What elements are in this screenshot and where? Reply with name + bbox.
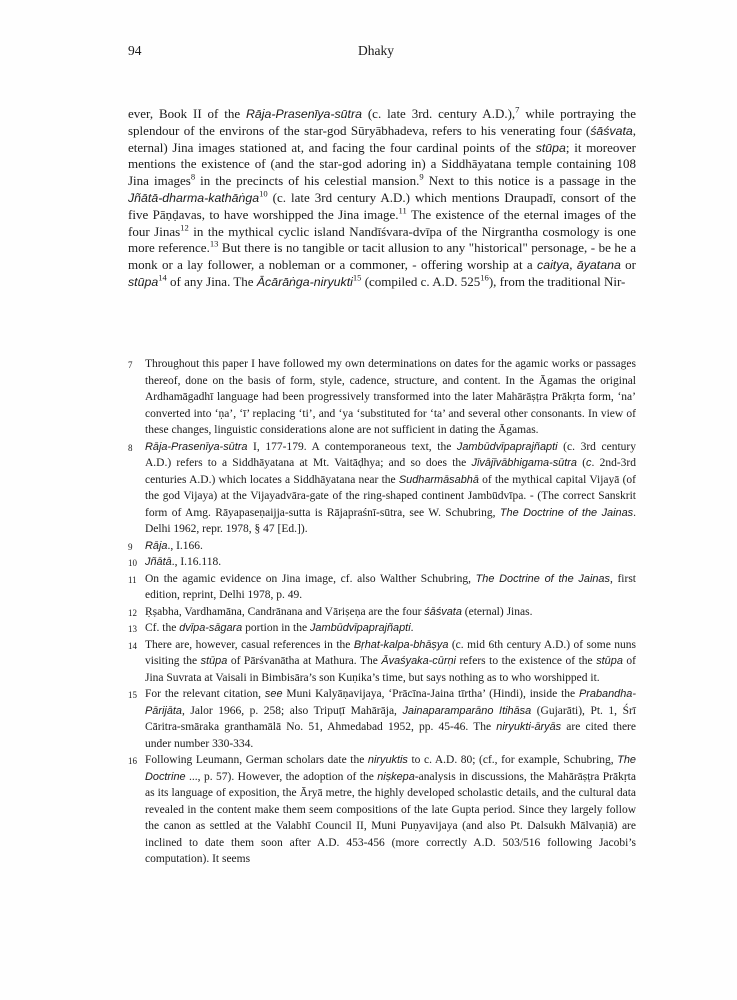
italic-term: stūpa [128,274,159,289]
italic-term: Rāja [145,539,168,552]
text-run: or [620,257,637,273]
text-run: (c. late 3rd century A.D.) which mentions Draupadī, consort of the five Pāṇḍavas, to have worshipped the Jina image. [128,189,636,222]
text-run: are cited there under number 330-334. [145,721,636,750]
footnote-item [128,604,636,621]
text-run: Cf. the [145,622,180,634]
italic-term: Prabandha-Pārijāta [145,688,636,717]
text-run: to c. A.D. 80; (cf., for example, Schubring, [407,754,618,766]
italic-term: Jainaparamparāno Itihāsa [402,704,532,717]
footnote-number: 11 [128,574,137,585]
footnote-number: 13 [128,624,137,634]
footnote-item [128,554,636,571]
footnote-text [145,358,636,436]
text-run: in the mythical cyclic island Nandīśvara-dvīpa of the Nirgrantha cosmology is one more reference. [128,223,636,256]
text-run: , Jalor 1966, p. 258; also Tripuṭī Mahārāja, [181,704,403,717]
text-run: Ṛṣabha, Vardhamāna, Candrānana and Vāriṣeṇa are the four [145,605,425,618]
footnote-text [145,754,636,865]
footnote-number: 12 [128,607,137,618]
italic-term: niṣkepa [377,770,415,783]
text-run: ( [576,457,587,469]
italic-term: stūpa [596,655,623,667]
footnote-text [145,540,203,552]
footnote-ref: 8 [190,171,196,182]
text-run: (eternal) Jinas. [461,605,533,618]
italic-term: Bṛhat-kalpa-bhāṣya [353,638,449,651]
italic-term: dvīpa-sāgara [179,622,243,634]
footnote-item [128,571,636,604]
footnote-text [145,556,221,568]
footnote-text [145,606,532,618]
italic-term: āyatana [576,258,621,273]
footnote-number: 15 [128,690,137,700]
text-run: (c. late 3rd. century A.D.), [361,106,516,121]
text-run: , first edition, reprint, Delhi 1978, p. 49. [145,572,637,601]
footnote-text [145,688,636,750]
footnote-list [128,356,636,868]
footnote-ref: 12 [180,222,189,233]
text-run: Throughout this paper I have followed my own determinations on dates for the agamic works or passages thereof, done on the basis of form, style, cadence, structure, and content. In the Āgamas the original Ardhamāgadhī language had been progressively transformed into the later Mahārāṣṭra Prākṛta form, ‘na’ converted into ‘ṇa’, ‘ī’ replacing ‘ti’, and ‘ya ‘substituted for ‘ta’ and several other consonants. In view of these changes, linguistic considerations alone are not sufficient in dating the Āgamas. [145,358,636,436]
footnote-text [145,639,636,684]
body-paragraph [128,106,636,291]
footnote-item [128,686,636,752]
footnote-ref: 10 [259,188,268,199]
footnote-item [128,356,636,439]
text-run: ever, Book II of the [128,106,247,121]
footnote-ref: 15 [352,272,362,283]
italic-term: Jambūdvīpaprajñapti [456,440,558,453]
text-run: (c. 3rd century A.D.) refers to a Siddhāyatana at Mt. Vaitāḍhya; and so does the [145,440,636,469]
text-run: , eternal) Jina images stationed at, and facing the four cardinal points of the [128,122,636,155]
text-run: (Gujarāti), Pt. 1, Śrī Cāritra-smāraka granthamālā No. 51, Ahmedabad 1952, pp. 45-46. The [145,704,636,733]
text-run: ., I.166. [167,539,203,552]
text-run: For the relevant citation, [145,688,265,700]
footnote-text [145,573,636,602]
text-run: The existence of the eternal images of the four Jinas [128,206,636,239]
text-run: of Jina Suvrata at Vaisali in Bimbisāra’s son Kuṇika’s time, but says nothing as to who worshipped it. [145,655,636,684]
text-run: in the precincts of his celestial mansion. [195,173,420,189]
footnote-number: 9 [128,541,133,552]
footnote-number: 10 [128,558,137,568]
text-run: refers to the existence of the [455,655,597,667]
text-run: . 2nd-3rd centuries A.D.) which locates a Siddhāyatana near the [145,457,636,486]
text-run: ., I.16.118. [171,556,222,568]
italic-term: Sudharmāsabhā [398,473,479,486]
footnote-ref: 9 [419,171,424,182]
text-run: There are, however, casual references in the [145,638,354,651]
text-run: portion in the [242,622,310,634]
footnote-ref: 7 [515,104,520,115]
text-run: (c. mid 6th century A.D.) of some nuns visiting the [145,638,636,667]
footnote-text [145,622,414,634]
text-run: ), from the traditional Nir- [488,273,626,289]
italic-term: Āvaśyaka-cūrṇi [381,655,456,667]
text-run: Muni Kalyāṇavijaya, ‘Prācīna-Jaina tīrtha’ (Hindi), inside the [282,688,579,700]
footnote-item [128,439,636,538]
text-run: On the agamic evidence on Jina image, cf. also Walther Schubring, [145,572,476,585]
italic-term: Rāja-Prasenīya-sūtra [145,440,248,453]
footnote-number: 7 [128,360,133,370]
footnote-number: 14 [128,640,137,651]
italic-term: Jñātā [145,556,172,568]
italic-term: see [264,688,283,700]
footnote-number: 16 [128,756,137,766]
footnote-number: 8 [128,442,133,453]
italic-term: niryuktis [367,754,408,766]
italic-term: Rāja-Prasenīya-sūtra [246,107,362,121]
text-run: , [569,257,577,273]
italic-term: niryukti-āryās [496,721,562,733]
italic-term: caitya [537,258,570,273]
italic-term: Ācārāṅga-niryukti [256,274,353,289]
italic-term: c [586,457,592,469]
italic-term: śāśvata [424,605,462,618]
italic-term: śāśvata [590,123,633,138]
footnote-ref: 13 [209,239,219,250]
text-run: I, 177-179. A contemporaneous text, the [247,440,457,453]
text-run: . [410,622,414,634]
text-run: of the mythical capital Vijayā (of the god Vijaya) at the Vijayadvāra-gate of the ring-shaped continent Jambūdvīpa. - (The correct Sanskrit form of Amg. Rāyapaseṇaijja-sutta is Rājapraśnī-sūtra, see W. Schubring, [145,473,636,519]
italic-term: The Doctrine of the Jainas [499,506,634,519]
italic-term: Jīvājīvābhigama-sūtra [471,457,577,469]
italic-term: Jñātā-dharma-kathāṅga [128,190,260,205]
running-title: Dhaky [358,43,394,58]
footnote-ref: 14 [158,272,167,283]
text-run: But there is no tangible or tacit allusion to any "historical" personage, - be he a monk or a lay follower, a nobleman or a commoner, - offering worship at a [128,240,636,273]
text-run: while portraying the splendour of the environs of the star-god Sūryābhadeva, refers to his venerating four ( [128,106,636,138]
text-run: of Pārśvanātha at Mathura. The [227,655,382,667]
footnote-item [128,620,636,637]
text-run: Next to this notice is a passage in the [423,173,636,189]
running-head [128,42,636,59]
text-run: ; it moreover mentions the existence of (and the star-god adoring in) a Siddhāyatana temple containing 108 Jina images [128,139,636,189]
italic-term: stūpa [535,140,566,155]
footnote-item [128,752,636,868]
page-number: 94 [128,43,142,58]
text-run: (compiled c. A.D. 525 [361,273,481,289]
text-run: -analysis in discussions, the Mahārāṣṭra Prākṛta as its language of exposition, the Āryā metre, the highly developed scholastic details, and the cultural data revealed in the content make them seem compositions of the late Gupta period. Since they largely follow the canon as settled at the Valabhī Council II, Muni Puṇyavijaya (and also Pt. Dalsukh Mālvaṇiā) are inclined to date them soon after A.D. 453-456 (more correctly A.D. 503/516 following Jacobi’s computation). It seems [145,770,636,865]
footnote-text [145,441,636,536]
italic-term: The Doctrine of the Jainas [475,572,610,585]
footnote-ref: 11 [398,205,407,216]
text-run: . Delhi 1962, repr. 1978, § 47 [Ed.]). [145,506,636,535]
text-run: ..., p. 57). However, the adoption of the [185,770,378,783]
text-run: Following Leumann, German scholars date the [145,754,368,766]
footnote-ref: 16 [480,272,489,283]
footnote-item [128,637,636,687]
italic-term: The Doctrine [145,754,636,783]
italic-term: stūpa [200,655,228,667]
italic-term: Jambūdvīpaprajñapti [309,622,411,634]
text-run: of any Jina. The [166,273,257,289]
footnote-item [128,538,636,555]
